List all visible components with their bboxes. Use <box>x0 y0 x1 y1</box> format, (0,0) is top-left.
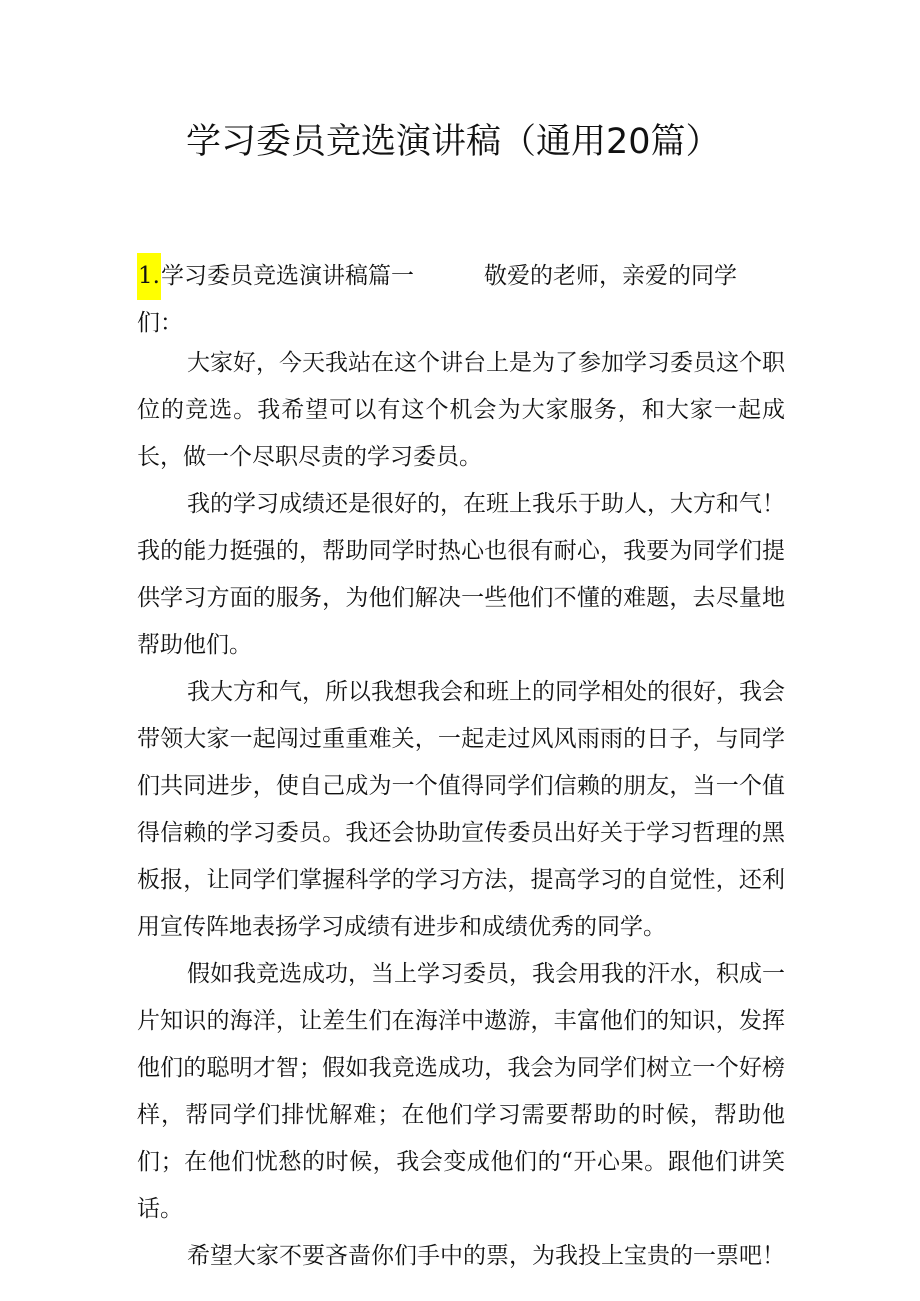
paragraph-2: 我的学习成绩还是很好的，在班上我乐于助人，大方和气！我的能力挺强的，帮助同学时热心也很有耐心，我要为同学们提供学习方面的服务，为他们解决一些他们不懂的难题，去尽量地帮助他们。 <box>137 491 785 658</box>
section-heading-block <box>137 253 797 347</box>
section-number-highlight: 1. <box>137 253 161 300</box>
document-title: 学习委员竞选演讲稿（通用20篇） <box>186 122 721 162</box>
speech-body <box>137 340 785 1280</box>
paragraph-1: 大家好，今天我站在这个讲台上是为了参加学习委员这个职位的竞选。我希望可以有这个机会为大家服务，和大家一起成长，做一个尽职尽责的学习委员。 <box>137 350 785 470</box>
paragraph-3: 我大方和气，所以我想我会和班上的同学相处的很好，我会带领大家一起闯过重重难关，一起走过风风雨雨的日子，与同学们共同进步，使自己成为一个值得同学们信赖的朋友，当一个值得信赖的学习委员。我还会协助宣传委员出好关于学习哲理的黑板报，让同学们掌握科学的学习方法，提高学习的自觉性，还利用宣传阵地表扬学习成绩有进步和成绩优秀的同学。 <box>137 679 785 940</box>
paragraph-4: 假如我竞选成功，当上学习委员，我会用我的汗水，积成一片知识的海洋，让差生们在海洋中遨游，丰富他们的知识，发挥他们的聪明才智；假如我竞选成功，我会为同学们树立一个好榜样，帮同学们排忧解难；在他们学习需要帮助的时候，帮助他们；在他们忧愁的时候，我会变成他们的“开心果。跟他们讲笑话。 <box>137 961 785 1222</box>
section-heading-line <box>137 253 797 300</box>
section-heading: 学习委员竞选演讲稿篇一 <box>160 263 414 289</box>
paragraph-5: 希望大家不要吝啬你们手中的票，为我投上宝贵的一票吧！ <box>187 1243 785 1269</box>
salutation-line-1: 敬爱的老师，亲爱的同学 <box>483 263 737 289</box>
salutation-line-2: 们： <box>137 310 183 336</box>
